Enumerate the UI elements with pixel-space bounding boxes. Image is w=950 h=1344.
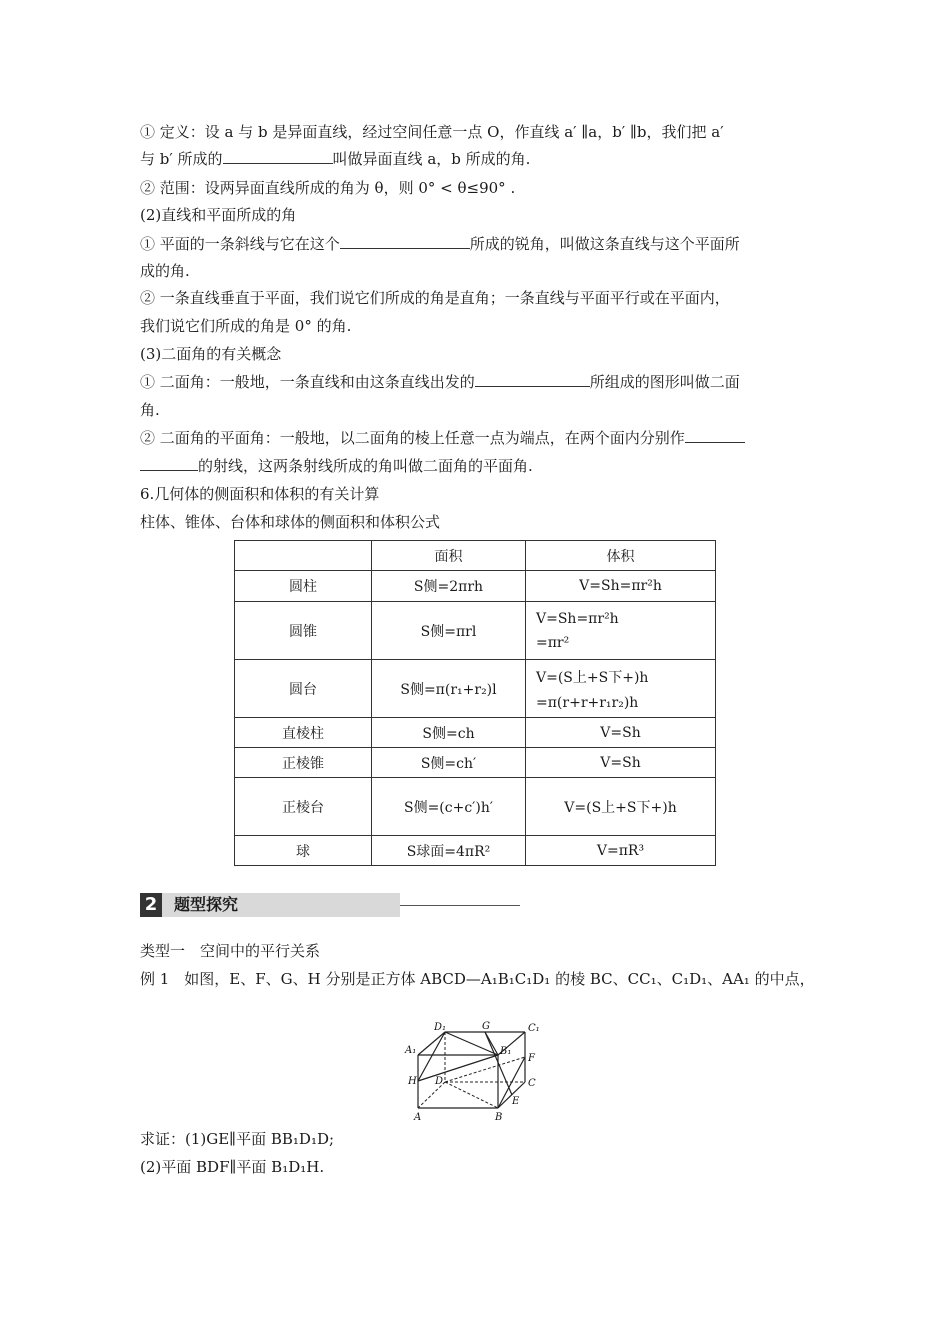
label-b1: B₁ <box>500 1046 512 1057</box>
table-cell-area: S侧=π(r₁+r₂)l <box>372 660 526 718</box>
table-cell-volume: V=Sh=πr²h <box>526 571 716 602</box>
table-row <box>235 836 716 866</box>
section-title: 题型探究 <box>162 893 400 917</box>
table-row <box>235 660 716 718</box>
label-c1: C₁ <box>528 1023 540 1034</box>
volume-line: V=Sh=πr²h <box>536 610 619 627</box>
paragraph-definition-line2 <box>140 148 820 170</box>
table-header-cell <box>235 541 372 571</box>
heading-line-plane-angle: (2)直线和平面所成的角 <box>140 206 297 224</box>
paragraph-definition-line1: ① 定义：设 a 与 b 是异面直线，经过空间任意一点 O，作直线 a′ ∥a，b′ ∥b，我们把 a′ <box>140 123 724 141</box>
example-intro: 例 1 如图，E、F、G、H 分别是正方体 ABCD—A₁B₁C₁D₁ 的棱 BC、CC₁、C₁D₁、AA₁ 的中点， <box>140 970 815 988</box>
table-cell-name: 正棱台 <box>235 778 372 836</box>
hidden-segment-df <box>445 1057 525 1082</box>
fill-blank <box>140 456 198 471</box>
table-cell-name: 正棱锥 <box>235 748 372 778</box>
label-d: D <box>435 1076 444 1087</box>
table-cell-area: S球面=4πR² <box>372 836 526 866</box>
table-cell-volume: V=Sh <box>526 748 716 778</box>
text-segment: 的射线，这两条射线所成的角叫做二面角的平面角. <box>198 457 533 475</box>
table-cell-name: 直棱柱 <box>235 718 372 748</box>
table-row <box>235 571 716 602</box>
fill-blank <box>685 428 745 443</box>
heading-section-6: 6.几何体的侧面积和体积的有关计算 <box>140 485 380 503</box>
label-f: F <box>528 1053 535 1064</box>
text-segment: 叫做异面直线 a，b 所成的角. <box>332 150 531 168</box>
table-cell-name: 圆柱 <box>235 571 372 602</box>
table-row <box>235 748 716 778</box>
paragraph-dihedral-line1 <box>140 371 820 393</box>
proof-statement-1: 求证：(1)GE∥平面 BB₁D₁D; <box>140 1130 335 1148</box>
label-h: H <box>408 1076 417 1087</box>
heading-formula-table: 柱体、锥体、台体和球体的侧面积和体积公式 <box>140 513 441 531</box>
text-segment: 所组成的图形叫做二面 <box>589 373 740 391</box>
table-cell-area: S侧=ch′ <box>372 748 526 778</box>
table-cell-name: 圆台 <box>235 660 372 718</box>
label-b: B <box>495 1112 503 1123</box>
table-header-cell: 面积 <box>372 541 526 571</box>
text-segment: ① 二面角：一般地，一条直线和由这条直线出发的 <box>140 373 475 391</box>
table-header-cell: 体积 <box>526 541 716 571</box>
fill-blank <box>475 372 590 387</box>
text-segment: 所成的锐角，叫做这条直线与这个平面所 <box>469 235 740 253</box>
table-cell-volume: V=Sh <box>526 718 716 748</box>
edge-a1d1 <box>418 1032 445 1055</box>
table-cell-name: 球 <box>235 836 372 866</box>
fill-blank <box>340 234 470 249</box>
paragraph-perpendicular-line2: 我们说它们所成的角是 0° 的角. <box>140 317 352 335</box>
table-cell-volume <box>526 602 716 660</box>
formula-table <box>234 540 716 866</box>
table-cell-volume: V=(S上+S下+)h <box>526 778 716 836</box>
label-c: C <box>528 1078 536 1089</box>
volume-line: V=(S上+S下+)h <box>536 669 649 686</box>
table-row <box>235 778 716 836</box>
label-a: A <box>414 1112 422 1123</box>
section-number: 2 <box>140 893 162 917</box>
cube-figure <box>400 1020 550 1125</box>
table-cell-area: S侧=ch <box>372 718 526 748</box>
proof-statement-2: (2)平面 BDF∥平面 B₁D₁H. <box>140 1158 325 1176</box>
table-cell-volume: V=πR³ <box>526 836 716 866</box>
table-cell-area: S侧=2πrh <box>372 571 526 602</box>
volume-line: =πr² <box>536 634 570 651</box>
paragraph-oblique-line1 <box>140 233 820 255</box>
table-cell-name: 圆锥 <box>235 602 372 660</box>
text-segment: 与 b′ 所成的 <box>140 150 223 168</box>
example-type-heading: 类型一 空间中的平行关系 <box>140 942 321 960</box>
label-d1: D₁ <box>434 1022 447 1033</box>
paragraph-perpendicular-line1: ② 一条直线垂直于平面，我们说它们所成的角是直角；一条直线与平面平行或在平面内， <box>140 289 730 307</box>
fill-blank <box>223 149 333 164</box>
paragraph-plane-angle-line2 <box>140 455 820 477</box>
table-row <box>235 602 716 660</box>
table-cell-area: S侧=(c+c′)h′ <box>372 778 526 836</box>
heading-dihedral: (3)二面角的有关概念 <box>140 345 282 363</box>
paragraph-plane-angle-line1 <box>140 427 820 449</box>
section-divider <box>400 905 520 906</box>
text-segment: ② 二面角的平面角：一般地，以二面角的棱上任意一点为端点，在两个面内分别作 <box>140 429 685 447</box>
table-header-row <box>235 541 716 571</box>
paragraph-range: ② 范围：设两异面直线所成的角为 θ，则 0° < θ≤90° . <box>140 179 516 197</box>
text-segment: ① 平面的一条斜线与它在这个 <box>140 235 340 253</box>
paragraph-dihedral-line2: 角. <box>140 401 160 419</box>
hidden-segment-db <box>445 1082 498 1108</box>
label-a1: A₁ <box>405 1045 417 1056</box>
table-cell-area: S侧=πrl <box>372 602 526 660</box>
label-e: E <box>512 1096 520 1107</box>
table-row <box>235 718 716 748</box>
paragraph-oblique-line2: 成的角. <box>140 262 190 280</box>
table-cell-volume <box>526 660 716 718</box>
volume-line: =π(r+r+r₁r₂)h <box>536 694 639 711</box>
label-g: G <box>482 1021 490 1032</box>
